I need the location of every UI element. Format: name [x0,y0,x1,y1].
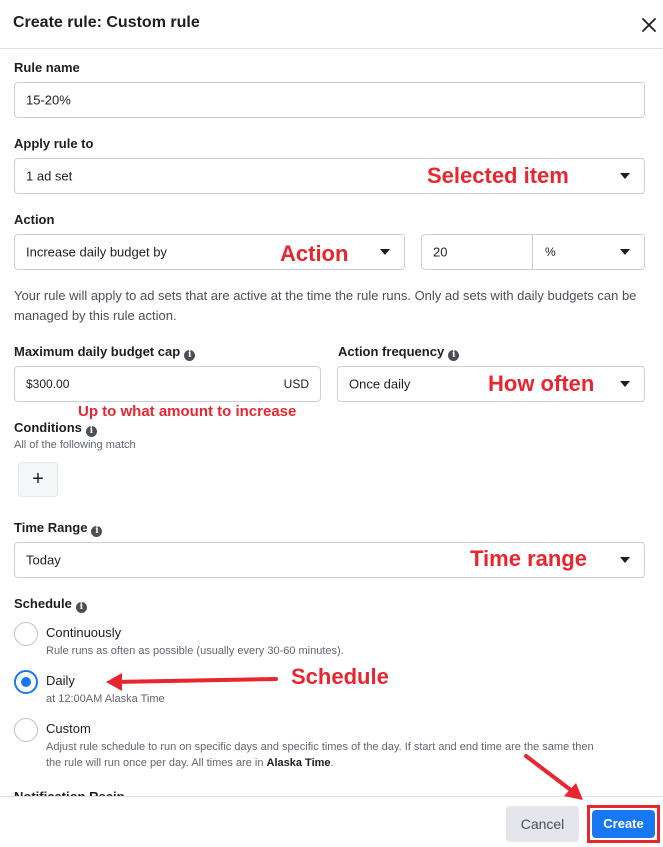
budget-cap-label [14,344,195,361]
budget-cap-value: $300.00 [26,377,70,391]
action-amount-group [421,234,645,270]
close-icon[interactable] [638,14,660,36]
conditions-sublabel: All of the following match [14,439,136,451]
dialog-title: Create rule: Custom rule [13,14,200,31]
schedule-radio-custom[interactable] [14,718,38,742]
rule-name-input[interactable] [14,82,645,118]
annotation-time-range: Time range [470,546,587,571]
schedule-option-desc: Rule runs as often as possible (usually every 30-60 minutes). [46,645,344,657]
info-icon[interactable]: i [448,350,459,361]
chevron-down-icon [620,381,630,387]
budget-cap-currency: USD [283,377,309,391]
chevron-down-icon[interactable] [620,249,630,255]
conditions-label-text: Conditions [14,420,82,435]
annotation-action: Action [280,241,349,266]
schedule-option-desc: Adjust rule schedule to run on specific days and specific times of the day. If start and end time are the same then [46,741,594,753]
schedule-label-text: Schedule [14,596,72,611]
action-unit-value[interactable]: % [545,245,556,259]
schedule-option-title[interactable]: Daily [46,673,75,688]
action-description: Your rule will apply to ad sets that are active at the time the rule runs. Only ad sets with daily budgets can be managed by this rule action. [14,288,637,323]
cancel-button[interactable]: Cancel [506,806,579,842]
budget-cap-input[interactable] [14,366,321,402]
create-button[interactable]: Create [592,810,655,838]
info-icon[interactable]: i [91,526,102,537]
schedule-radio-daily[interactable] [14,670,38,694]
time-range-label [14,520,102,537]
apply-rule-label: Apply rule to [14,136,94,151]
dialog-header [0,0,663,49]
annotation-frequency: How often [488,371,595,396]
action-amount-value[interactable]: 20 [433,244,448,260]
annotation-arrow-create [520,752,590,804]
schedule-option-desc-line2: the rule will run once per day. All times are in Alaska Time. [46,757,334,769]
amount-divider [532,235,533,269]
budget-cap-label-text: Maximum daily budget cap [14,344,181,359]
apply-rule-value: 1 ad set [26,168,73,184]
annotation-selected-item: Selected item [427,163,569,188]
chevron-down-icon [620,557,630,563]
time-range-label-text: Time Range [14,520,88,535]
schedule-radio-continuously[interactable] [14,622,38,646]
schedule-option-desc: at 12:00AM Alaska Time [46,693,165,705]
info-icon[interactable]: i [76,602,87,613]
time-range-value: Today [26,552,61,568]
rule-name-label: Rule name [14,60,80,75]
action-label: Action [14,212,55,227]
schedule-label [14,596,87,613]
schedule-option-title[interactable]: Continuously [46,625,122,640]
frequency-label-text: Action frequency [338,344,445,359]
schedule-option-title[interactable]: Custom [46,721,91,736]
annotation-arrow-left [100,670,280,692]
add-condition-button[interactable]: + [18,462,58,497]
info-icon[interactable]: i [86,426,97,437]
annotation-budget-cap: Up to what amount to increase [78,403,297,420]
frequency-label [338,344,459,361]
info-icon[interactable]: i [184,350,195,361]
conditions-label [14,420,97,437]
chevron-down-icon [620,173,630,179]
action-value: Increase daily budget by [26,244,167,260]
rule-name-value: 15-20% [26,92,71,108]
annotation-schedule: Schedule [291,664,389,689]
frequency-value: Once daily [349,376,411,392]
chevron-down-icon [380,249,390,255]
